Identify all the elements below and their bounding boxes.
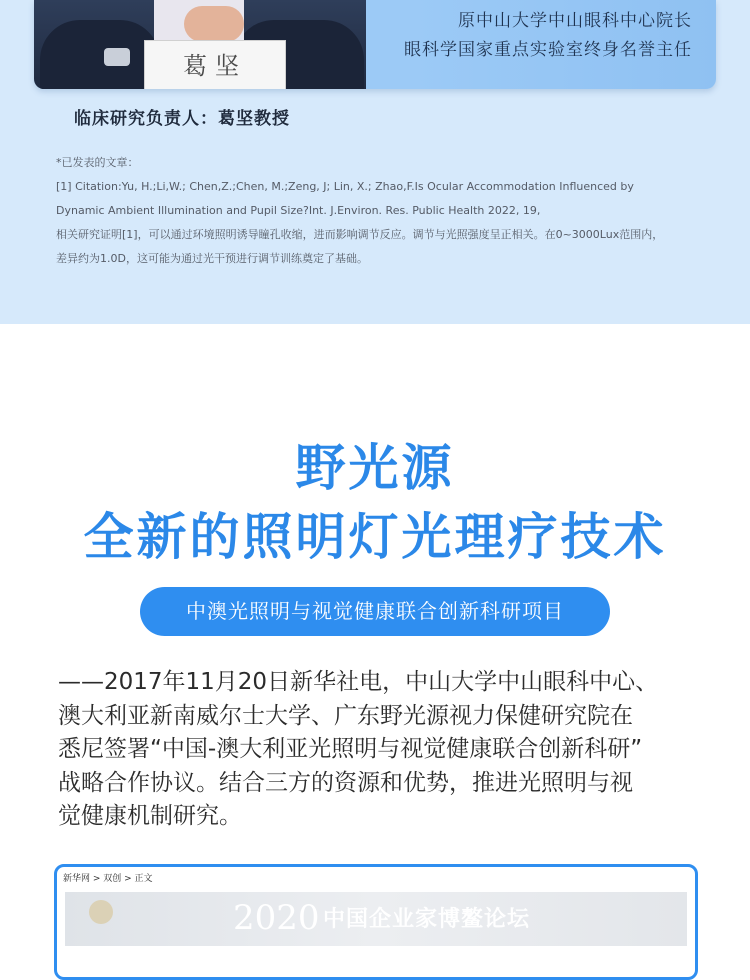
- nameplate: 葛坚: [144, 40, 286, 89]
- headline-line-1: 野光源: [295, 439, 455, 497]
- project-pill-label: 中澳光照明与视觉健康联合创新科研项目: [140, 587, 610, 636]
- clinical-lead-label: 临床研究负责人：葛坚教授: [74, 109, 290, 129]
- reference-line: 相关研究证明[1]，可以通过环境照明诱导瞳孔收缩，进而影响调节反应。调节与光照强度呈正相关。在0~3000Lux范围内，: [56, 228, 664, 241]
- paragraph-line: ——2017年11月20日新华社电，中山大学中山眼科中心、: [58, 669, 659, 695]
- paragraph-line: 觉健康机制研究。: [58, 803, 242, 829]
- reference-line: [1] Citation:Yu, H.;Li,W.; Chen,Z.;Chen, M.;Zeng, J; Lin, X.; Zhao,F.Is Ocular Accommodation Influenced by: [56, 180, 634, 193]
- forum-logo-icon: [89, 900, 113, 924]
- breadcrumb: 新华网 > 双创 > 正文: [63, 874, 153, 884]
- top-section: [0, 0, 750, 324]
- reference-line: 差异约为1.0D，这可能为通过光干预进行调节训练奠定了基础。: [56, 252, 368, 265]
- paragraph-line: 澳大利亚新南威尔士大学、广东野光源视力保健研究院在: [58, 702, 633, 729]
- forum-banner: [65, 892, 687, 946]
- profile-card: [34, 0, 716, 89]
- profile-title-line-1: 原中山大学中山眼科中心院长: [458, 11, 692, 31]
- reference-line: Dynamic Ambient Illumination and Pupil Size?Int. J.Environ. Res. Public Health 2022, 19,: [56, 204, 541, 217]
- references-block: [56, 151, 716, 271]
- banner-title: 中国企业家博鳌论坛: [323, 906, 531, 932]
- news-screenshot: [54, 864, 698, 980]
- headline-line-2: 全新的照明灯光理疗技术: [83, 508, 667, 566]
- paragraph-line: 悉尼签署“中国-澳大利亚光照明与视觉健康联合创新科研”: [58, 736, 643, 762]
- banner-year: 2020: [233, 898, 320, 938]
- portrait-photo: [34, 0, 366, 89]
- profile-title-line-2: 眼科学国家重点实验室终身名誉主任: [404, 40, 692, 60]
- news-paragraph: [58, 666, 708, 834]
- paragraph-line: 战略合作协议。结合三方的资源和优势，推进光照明与视: [58, 769, 633, 796]
- references-heading: *已发表的文章：: [56, 156, 139, 169]
